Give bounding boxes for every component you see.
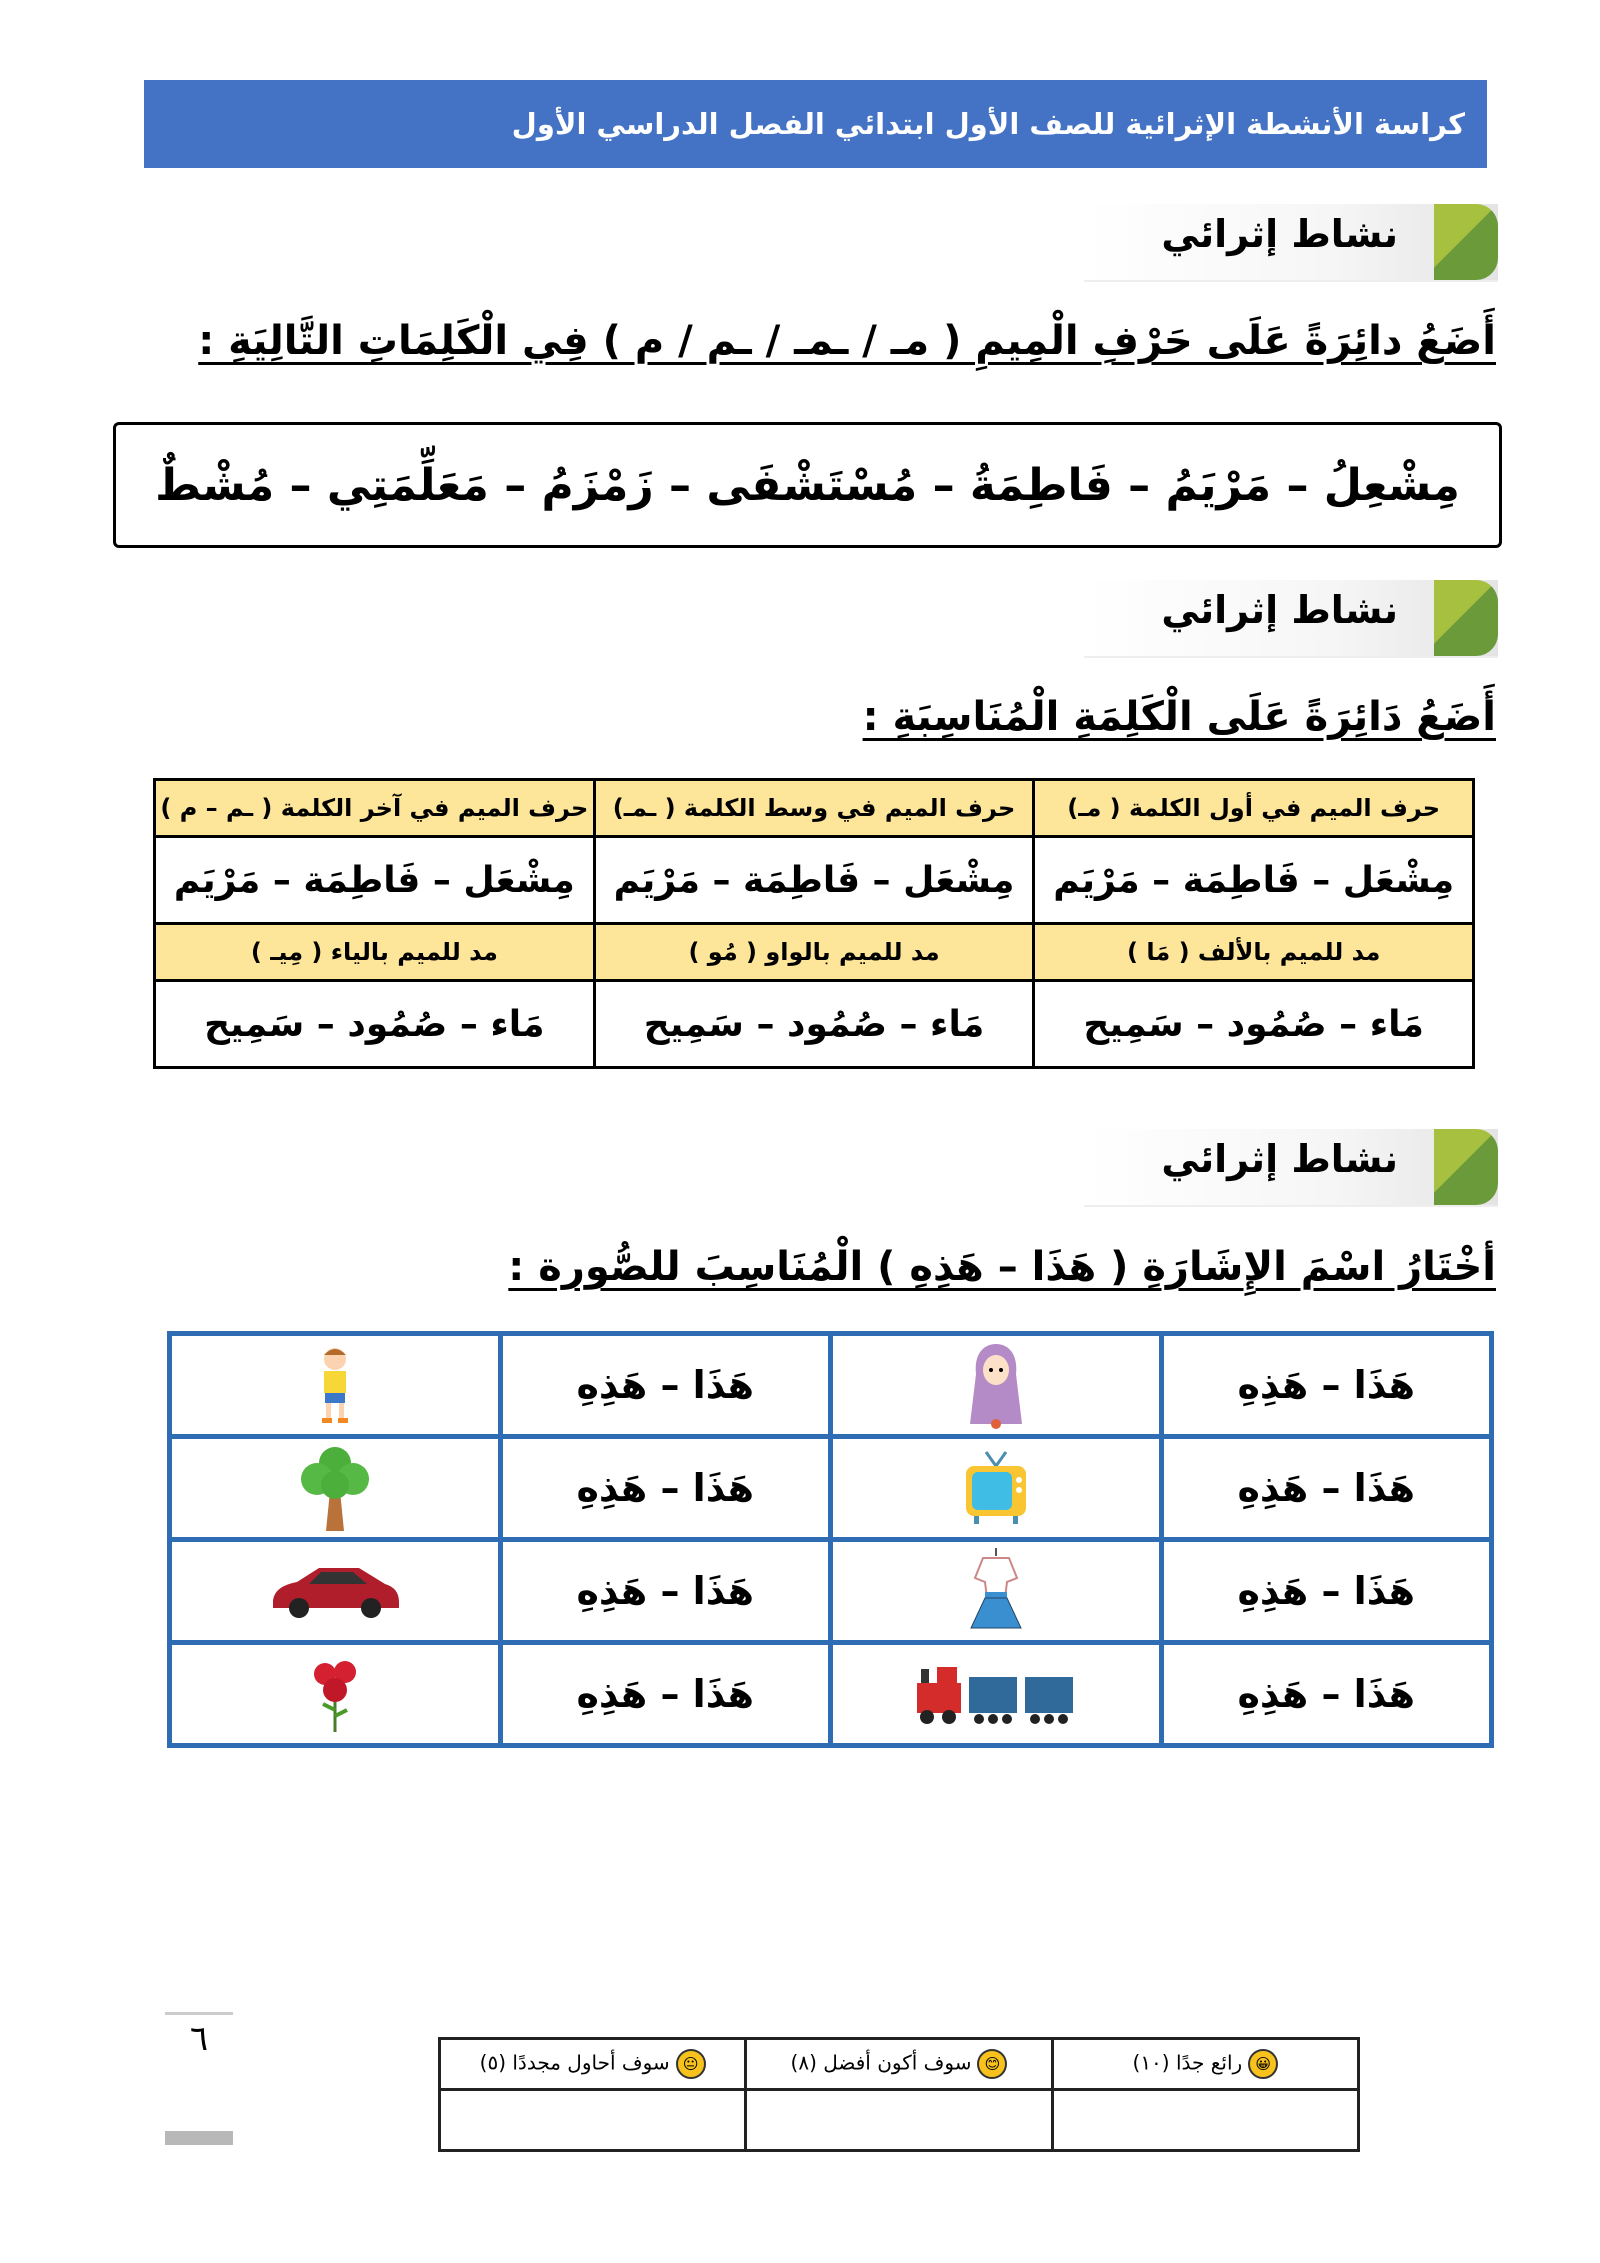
boy-picture-icon — [170, 1334, 501, 1437]
rating-label: سوف أحاول مجددًا (٥) — [479, 2050, 670, 2075]
section-badge — [1084, 580, 1498, 658]
neutral-face-icon: 😐 — [676, 2049, 706, 2079]
page-number: ٦ — [165, 2012, 233, 2059]
table-header: حرف الميم في أول الكلمة ( مـ) — [1034, 780, 1474, 837]
choice-cell[interactable]: هَذَا – هَذِهِ — [500, 1334, 831, 1437]
rating-checkbox[interactable] — [440, 2090, 746, 2151]
table-header: مد للميم بالألف ( مَا ) — [1034, 924, 1474, 981]
word-cell[interactable]: مِشْعَل – فَاطِمَة – مَرْيَم — [594, 837, 1034, 924]
rating-excellent — [1052, 2039, 1358, 2090]
tree-picture-icon — [170, 1437, 501, 1540]
word-cell[interactable]: مَاء – صُمُود – سَمِيح — [155, 981, 595, 1068]
instruction-1: أَضَعُ دائِرَةً عَلَى حَرْفِ الْمِيمِ ( مـ / ـمـ / ـم / م ) فِي الْكَلِمَاتِ التَّالِيَةِ : — [198, 318, 1496, 364]
badge-tab-icon — [1434, 580, 1498, 656]
rating-retry — [440, 2039, 746, 2090]
rating-checkbox[interactable] — [1052, 2090, 1358, 2151]
demonstrative-table — [167, 1331, 1494, 1748]
choice-cell[interactable]: هَذَا – هَذِهِ — [1161, 1540, 1492, 1643]
rating-label: رائع جدًا (١٠) — [1132, 2050, 1243, 2075]
self-assessment-table — [438, 2037, 1360, 2152]
rose-picture-icon — [170, 1643, 501, 1746]
choice-cell[interactable]: هَذَا – هَذِهِ — [1161, 1643, 1492, 1746]
table-header: حرف الميم في وسط الكلمة ( ـمـ) — [594, 780, 1034, 837]
grinning-face-icon: 😀 — [1248, 2049, 1278, 2079]
word-list[interactable]: مِشْعِلُ – مَرْيَمُ – فَاطِمَةُ – مُسْتَشْفَى – زَمْزَمُ – مَعَلِّمَتِي – مُشْطٌ — [155, 459, 1460, 511]
badge-tab-icon — [1434, 1129, 1498, 1205]
choice-cell[interactable]: هَذَا – هَذِهِ — [500, 1643, 831, 1746]
rating-label: سوف أكون أفضل (٨) — [790, 2050, 972, 2075]
header-banner — [144, 80, 1487, 168]
choice-cell[interactable]: هَذَا – هَذِهِ — [1161, 1334, 1492, 1437]
badge-label: نشاط إثرائي — [1161, 588, 1398, 632]
mim-position-table — [153, 778, 1475, 1069]
badge-label: نشاط إثرائي — [1161, 212, 1398, 256]
word-cell[interactable]: مَاء – صُمُود – سَمِيح — [1034, 981, 1474, 1068]
table-header: حرف الميم في آخر الكلمة ( ـم – م ) — [155, 780, 595, 837]
tv-picture-icon — [831, 1437, 1162, 1540]
word-cell[interactable]: مَاء – صُمُود – سَمِيح — [594, 981, 1034, 1068]
rating-better — [746, 2039, 1052, 2090]
choice-cell[interactable]: هَذَا – هَذِهِ — [500, 1540, 831, 1643]
badge-label: نشاط إثرائي — [1161, 1137, 1398, 1181]
word-cell[interactable]: مِشْعَل – فَاطِمَة – مَرْيَم — [1034, 837, 1474, 924]
choice-cell[interactable]: هَذَا – هَذِهِ — [1161, 1437, 1492, 1540]
girl-picture-icon — [831, 1334, 1162, 1437]
rating-checkbox[interactable] — [746, 2090, 1052, 2151]
dress-picture-icon — [831, 1540, 1162, 1643]
badge-tab-icon — [1434, 204, 1498, 280]
header-title: كراسة الأنشطة الإثرائية للصف الأول ابتدائي الفصل الدراسي الأول — [511, 107, 1465, 141]
section-badge — [1084, 204, 1498, 282]
word-box — [113, 422, 1502, 548]
word-cell[interactable]: مِشْعَل – فَاطِمَة – مَرْيَم — [155, 837, 595, 924]
smiling-face-icon: 😊 — [977, 2049, 1007, 2079]
train-picture-icon — [831, 1643, 1162, 1746]
instruction-2: أَضَعُ دَائِرَةً عَلَى الْكَلِمَةِ الْمُنَاسِبَةِ : — [862, 694, 1496, 740]
page-marker — [165, 2131, 233, 2145]
table-header: مد للميم بالياء ( مِيـ ) — [155, 924, 595, 981]
instruction-3: أخْتَارُ اسْمَ الإِشَارَةِ ( هَذَا – هَذِهِ ) الْمُنَاسِبَ للصُّورة : — [508, 1244, 1496, 1290]
choice-cell[interactable]: هَذَا – هَذِهِ — [500, 1437, 831, 1540]
section-badge — [1084, 1129, 1498, 1207]
table-header: مد للميم بالواو ( مُو ) — [594, 924, 1034, 981]
car-picture-icon — [170, 1540, 501, 1643]
